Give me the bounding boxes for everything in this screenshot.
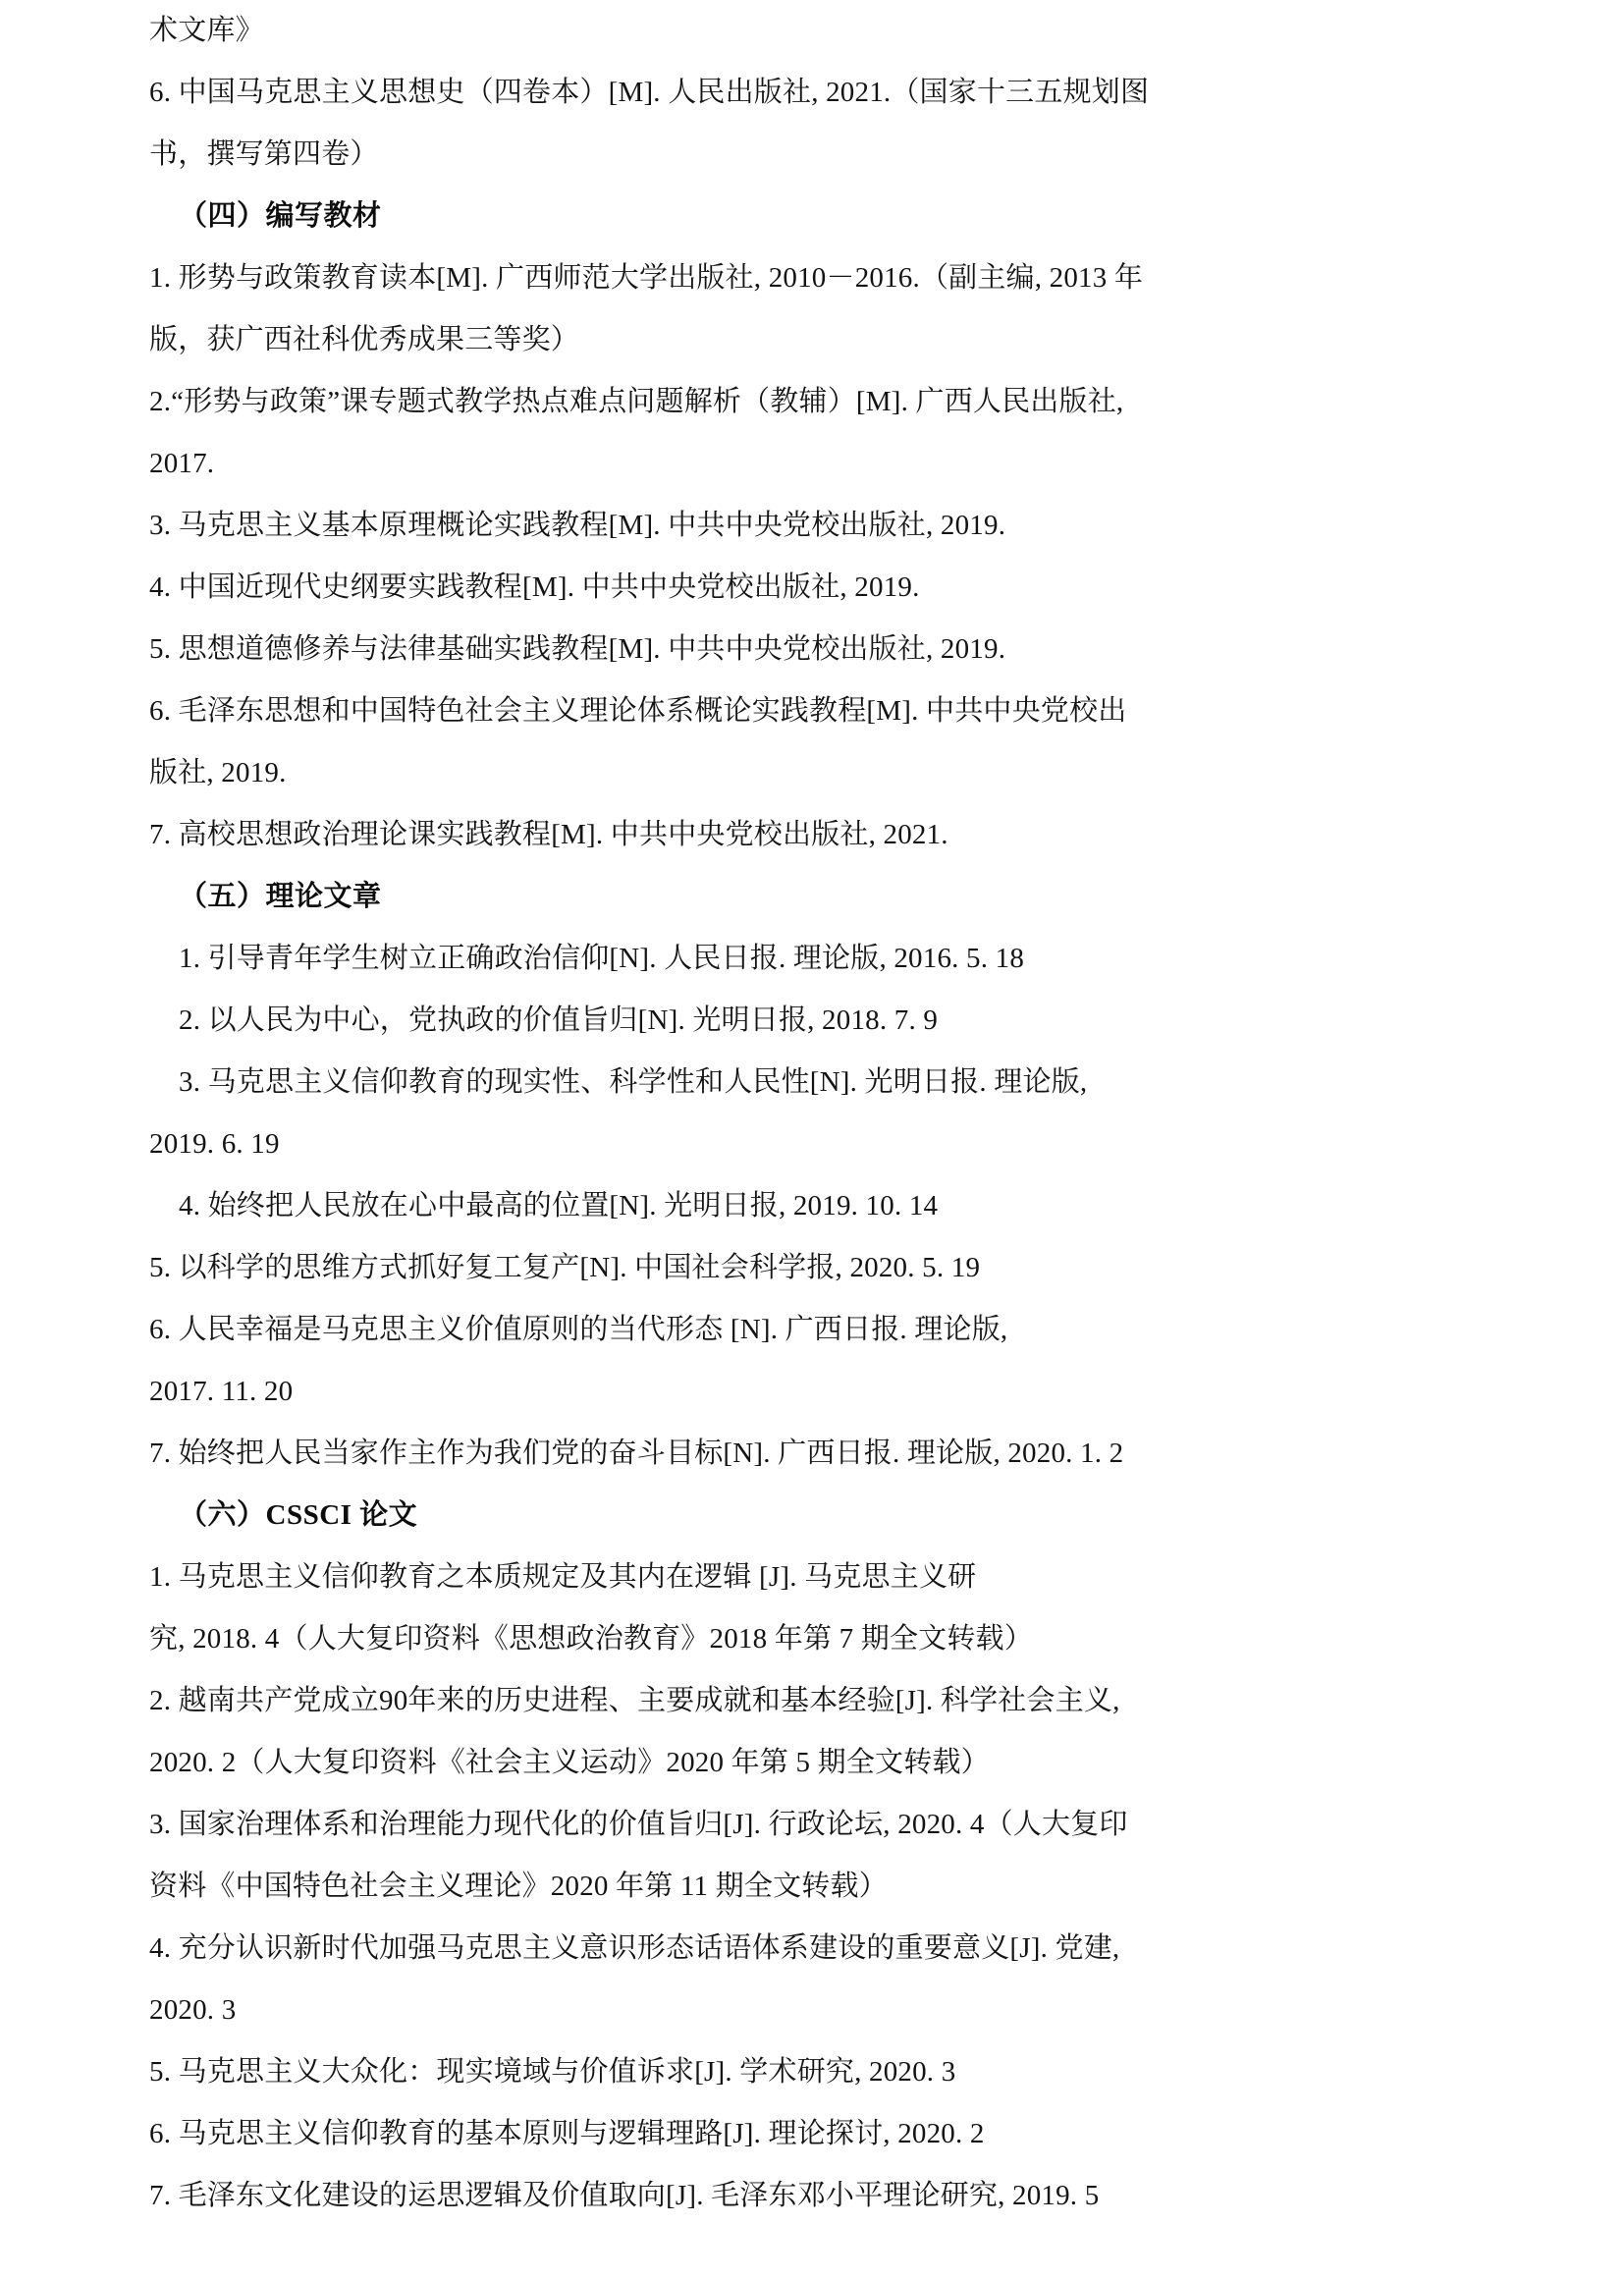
paragraph-continuation: 2019. 6. 19: [149, 1128, 280, 1160]
paragraph-continuation: 究, 2018. 4（人大复印资料《思想政治教育》2018 年第 7 期全文转载）: [149, 1623, 1033, 1655]
paragraph-continuation: 资料《中国特色社会主义理论》2020 年第 11 期全文转载）: [149, 1871, 888, 1902]
section-heading-textbooks: （四）编写教材: [179, 200, 382, 232]
paragraph-continuation: 2017. 11. 20: [149, 1376, 294, 1407]
paragraph-continuation: 2020. 3: [149, 1994, 237, 2026]
reference-entry: 3. 国家治理体系和治理能力现代化的价值旨归[J]. 行政论坛, 2020. 4（人大复印: [149, 1809, 1128, 1840]
reference-entry: 2. 以人民为中心，党执政的价值旨归[N]. 光明日报, 2018. 7. 9: [179, 1004, 939, 1036]
section-heading-cssci-papers: （六）CSSCI 论文: [179, 1499, 418, 1531]
reference-entry: 6. 人民幸福是马克思主义价值原则的当代形态 [N]. 广西日报. 理论版,: [149, 1314, 1008, 1345]
reference-entry: 4. 中国近现代史纲要实践教程[M]. 中共中央党校出版社, 2019.: [149, 571, 920, 603]
reference-entry: 5. 思想道德修养与法律基础实践教程[M]. 中共中央党校出版社, 2019.: [149, 633, 1006, 665]
paragraph-continuation: 2017.: [149, 448, 215, 479]
paragraph-continuation: 术文库》: [149, 15, 264, 46]
reference-entry: 4. 充分认识新时代加强马克思主义意识形态话语体系建设的重要意义[J]. 党建,: [149, 1932, 1120, 1964]
reference-entry: 2.“形势与政策”课专题式教学热点难点问题解析（教辅）[M]. 广西人民出版社,: [149, 386, 1124, 417]
reference-entry: 1. 形势与政策教育读本[M]. 广西师范大学出版社, 2010－2016.（副主编, 2013 年: [149, 262, 1144, 294]
reference-entry: 3. 马克思主义基本原理概论实践教程[M]. 中共中央党校出版社, 2019.: [149, 510, 1006, 541]
reference-entry: 4. 始终把人民放在心中最高的位置[N]. 光明日报, 2019. 10. 14: [179, 1190, 939, 1221]
paragraph-continuation: 版，获广西社科优秀成果三等奖）: [149, 324, 580, 355]
section-heading-theory-articles: （五）理论文章: [179, 881, 382, 912]
reference-entry: 6. 马克思主义信仰教育的基本原则与逻辑理路[J]. 理论探讨, 2020. 2: [149, 2118, 985, 2149]
reference-entry: 6. 毛泽东思想和中国特色社会主义理论体系概论实践教程[M]. 中共中央党校出: [149, 695, 1127, 727]
reference-entry: 5. 以科学的思维方式抓好复工复产[N]. 中国社会科学报, 2020. 5. 19: [149, 1252, 981, 1283]
reference-entry: 7. 始终把人民当家作主作为我们党的奋斗目标[N]. 广西日报. 理论版, 2020. 1. 2: [149, 1438, 1124, 1469]
reference-entry: 7. 高校思想政治理论课实践教程[M]. 中共中央党校出版社, 2021.: [149, 819, 948, 850]
paragraph-continuation: 2020. 2（人大复印资料《社会主义运动》2020 年第 5 期全文转载）: [149, 1747, 990, 1778]
reference-entry: 2. 越南共产党成立90年来的历史进程、主要成就和基本经验[J]. 科学社会主义,: [149, 1685, 1120, 1716]
paragraph-continuation: 版社, 2019.: [149, 757, 287, 788]
document-body: [149, 0, 1475, 2227]
reference-entry: 3. 马克思主义信仰教育的现实性、科学性和人民性[N]. 光明日报. 理论版,: [179, 1066, 1088, 1098]
paragraph-continuation: 书，撰写第四卷）: [149, 138, 379, 170]
reference-entry: 1. 引导青年学生树立正确政治信仰[N]. 人民日报. 理论版, 2016. 5. 18: [179, 943, 1025, 974]
reference-entry: 7. 毛泽东文化建设的运思逻辑及价值取向[J]. 毛泽东邓小平理论研究, 2019. 5: [149, 2180, 1100, 2211]
reference-entry: 6. 中国马克思主义思想史（四卷本）[M]. 人民出版社, 2021.（国家十三五规划图: [149, 77, 1150, 108]
reference-entry: 5. 马克思主义大众化：现实境域与价值诉求[J]. 学术研究, 2020. 3: [149, 2056, 956, 2088]
reference-entry: 1. 马克思主义信仰教育之本质规定及其内在逻辑 [J]. 马克思主义研: [149, 1561, 977, 1593]
